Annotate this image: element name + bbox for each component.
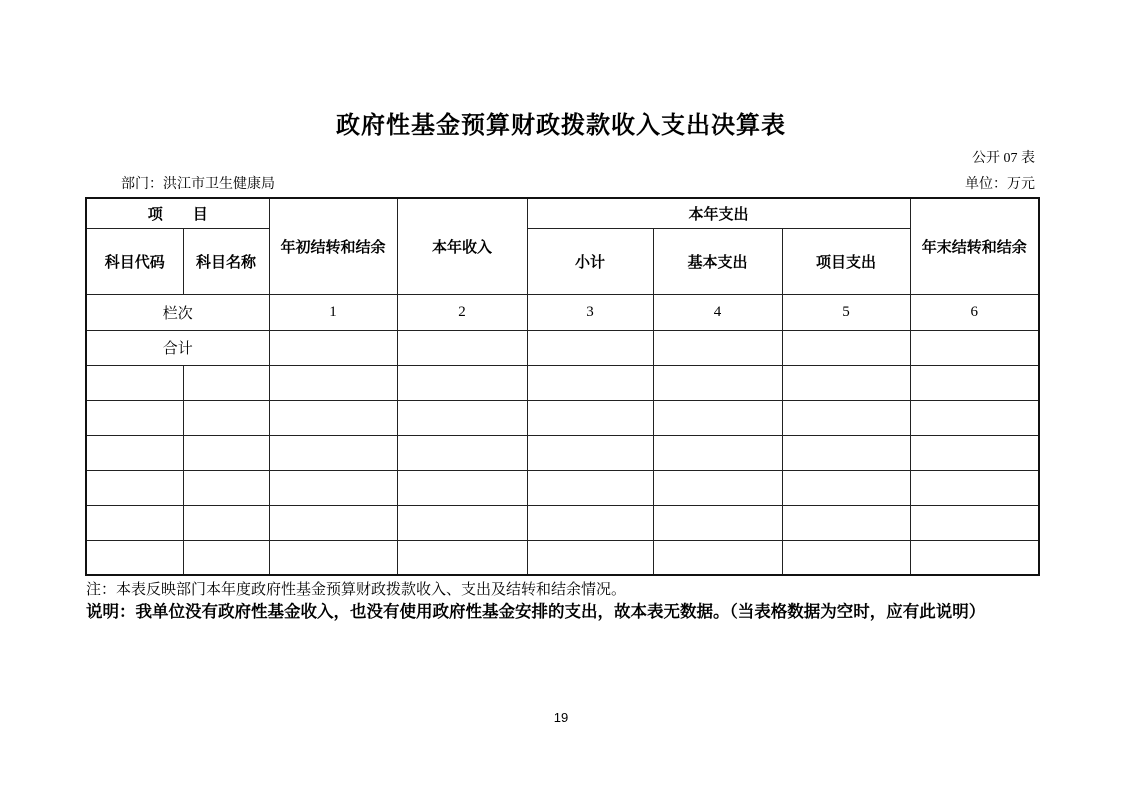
column-index-row [86, 294, 1039, 330]
column-index-3: 3 [527, 294, 653, 330]
total-value-2 [397, 330, 527, 365]
empty-cell [269, 540, 397, 575]
empty-cell [653, 505, 782, 540]
column-index-6: 6 [910, 294, 1039, 330]
empty-cell [527, 470, 653, 505]
empty-cell [397, 365, 527, 400]
table-note: 注：本表反映部门本年度政府性基金预算财政拨款收入、支出及结转和结余情况。 [86, 582, 627, 598]
empty-data-row [86, 540, 1039, 575]
empty-cell [269, 470, 397, 505]
empty-cell [653, 435, 782, 470]
empty-cell [269, 435, 397, 470]
column-index-2: 2 [397, 294, 527, 330]
empty-cell [269, 400, 397, 435]
empty-cell [527, 435, 653, 470]
header-basic-expenditure: 基本支出 [653, 228, 782, 294]
total-row [86, 330, 1039, 365]
header-row-sub [86, 228, 1039, 294]
unit-line [965, 176, 1035, 194]
empty-cell [397, 435, 527, 470]
empty-cell [397, 400, 527, 435]
page-title: 政府性基金预算财政拨款收入支出决算表 [336, 112, 786, 139]
empty-data-row [86, 400, 1039, 435]
header-item-group: 项 目 [86, 198, 269, 228]
column-index-4: 4 [653, 294, 782, 330]
total-value-5 [782, 330, 910, 365]
empty-cell [397, 540, 527, 575]
empty-cell [782, 365, 910, 400]
empty-cell [86, 470, 183, 505]
table-body [86, 294, 1039, 575]
empty-data-row [86, 505, 1039, 540]
empty-cell [653, 400, 782, 435]
empty-data-row [86, 435, 1039, 470]
empty-cell [782, 540, 910, 575]
empty-cell [527, 540, 653, 575]
empty-cell [782, 470, 910, 505]
column-index-1: 1 [269, 294, 397, 330]
empty-cell [183, 470, 269, 505]
empty-cell [782, 435, 910, 470]
empty-data-row [86, 470, 1039, 505]
empty-data-row [86, 365, 1039, 400]
empty-cell [86, 400, 183, 435]
empty-cell [183, 400, 269, 435]
header-current-year-expenditure: 本年支出 [527, 198, 910, 228]
empty-cell [910, 365, 1039, 400]
total-value-3 [527, 330, 653, 365]
header-subtotal: 小计 [527, 228, 653, 294]
column-index-5: 5 [782, 294, 910, 330]
unit-value: 万元 [1007, 177, 1035, 192]
header-year-end-balance: 年末结转和结余 [910, 198, 1039, 294]
empty-cell [269, 505, 397, 540]
header-subject-name: 科目名称 [183, 228, 269, 294]
empty-cell [86, 365, 183, 400]
empty-cell [183, 435, 269, 470]
page-number: 19 [553, 710, 569, 725]
empty-cell [782, 505, 910, 540]
empty-cell [653, 470, 782, 505]
department-label: 部门： [121, 177, 163, 192]
header-project-expenditure: 项目支出 [782, 228, 910, 294]
department-value: 洪江市卫生健康局 [163, 177, 275, 192]
empty-cell [183, 540, 269, 575]
empty-cell [910, 470, 1039, 505]
empty-cell [782, 400, 910, 435]
empty-cell [397, 505, 527, 540]
empty-cell [269, 365, 397, 400]
unit-label: 单位： [965, 177, 1007, 192]
header-beginning-balance: 年初结转和结余 [269, 198, 397, 294]
budget-table [85, 197, 1040, 576]
header-row-top [86, 198, 1039, 228]
header-subject-code: 科目代码 [86, 228, 183, 294]
total-value-4 [653, 330, 782, 365]
empty-cell [86, 505, 183, 540]
empty-cell [86, 540, 183, 575]
header-current-year-income: 本年收入 [397, 198, 527, 294]
no-data-statement: 说明：我单位没有政府性基金收入，也没有使用政府性基金安排的支出，故本表无数据。（当表格数据为空时，应有此说明） [86, 602, 986, 621]
empty-cell [527, 505, 653, 540]
empty-cell [397, 470, 527, 505]
total-value-6 [910, 330, 1039, 365]
empty-cell [86, 435, 183, 470]
empty-cell [910, 400, 1039, 435]
empty-cell [653, 540, 782, 575]
total-value-1 [269, 330, 397, 365]
empty-cell [527, 400, 653, 435]
total-label: 合计 [86, 330, 269, 365]
empty-cell [653, 365, 782, 400]
empty-cell [910, 435, 1039, 470]
empty-cell [910, 505, 1039, 540]
empty-cell [183, 365, 269, 400]
empty-cell [527, 365, 653, 400]
column-index-label: 栏次 [86, 294, 269, 330]
empty-cell [183, 505, 269, 540]
empty-cell [910, 540, 1039, 575]
table-code-label: 公开 07 表 [972, 151, 1035, 166]
department-line [121, 176, 275, 194]
